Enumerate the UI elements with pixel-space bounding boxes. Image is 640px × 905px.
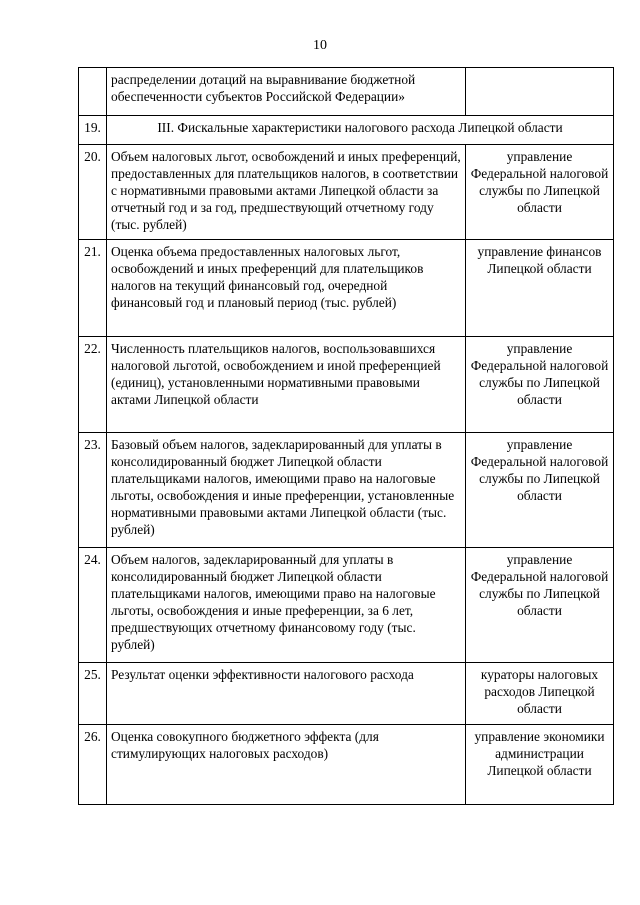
row-number: 23. [79,433,107,548]
section-heading: III. Фискальные характеристики налогового расхода Липецкой области [107,116,614,145]
table-row [79,68,614,116]
row-number: 20. [79,145,107,240]
table-row-section [79,116,614,145]
row-number: 24. [79,548,107,663]
row-number: 25. [79,663,107,725]
table-row [79,433,614,548]
row-responsible: управление Федеральной налоговой службы по Липецкой области [466,433,614,548]
row-responsible: управление Федеральной налоговой службы по Липецкой области [466,337,614,433]
row-responsible: кураторы налоговых расходов Липецкой области [466,663,614,725]
row-responsible: управление финансов Липецкой области [466,240,614,337]
table-row [79,725,614,805]
table-row [79,663,614,725]
row-number: 21. [79,240,107,337]
row-description: Результат оценки эффективности налогового расхода [107,663,466,725]
row-responsible: управление Федеральной налоговой службы по Липецкой области [466,145,614,240]
row-responsible [466,68,614,116]
row-description: Объем налоговых льгот, освобождений и иных преференций, предоставленных для плательщиков налогов, в соответствии с нормативными правовыми актами Липецкой области за отчетный год и за год, предшествующий отчетному году (тыс. рублей) [107,145,466,240]
row-number: 19. [79,116,107,145]
table-row [79,145,614,240]
document-table [78,67,614,805]
table-row [79,337,614,433]
row-description: распределении дотаций на выравнивание бюджетной обеспеченности субъектов Российской Федерации» [107,68,466,116]
row-responsible: управление экономики администрации Липецкой области [466,725,614,805]
row-responsible: управление Федеральной налоговой службы по Липецкой области [466,548,614,663]
page-number: 10 [313,38,327,53]
row-description: Базовый объем налогов, задекларированный для уплаты в консолидированный бюджет Липецкой области плательщиками налогов, имеющими право на налоговые льготы, освобождения и иные преференции, установленные нормативными правовыми актами Липецкой области (тыс. рублей) [107,433,466,548]
row-description: Оценка совокупного бюджетного эффекта (для стимулирующих налоговых расходов) [107,725,466,805]
row-description: Оценка объема предоставленных налоговых льгот, освобождений и иных преференций для плательщиков налогов на текущий финансовый год, очередной финансовый год и плановый период (тыс. рублей) [107,240,466,337]
row-number: 22. [79,337,107,433]
row-description: Численность плательщиков налогов, воспользовавшихся налоговой льготой, освобождением и иной преференцией (единиц), установленными нормативными правовыми актами Липецкой области [107,337,466,433]
row-description: Объем налогов, задекларированный для уплаты в консолидированный бюджет Липецкой области плательщиками налогов, имеющими право на налоговые льготы, освобождения и иные преференции, за 6 лет, предшествующих отчетному финансовому году (тыс. рублей) [107,548,466,663]
row-number: 26. [79,725,107,805]
table-row [79,548,614,663]
table-row [79,240,614,337]
row-number [79,68,107,116]
